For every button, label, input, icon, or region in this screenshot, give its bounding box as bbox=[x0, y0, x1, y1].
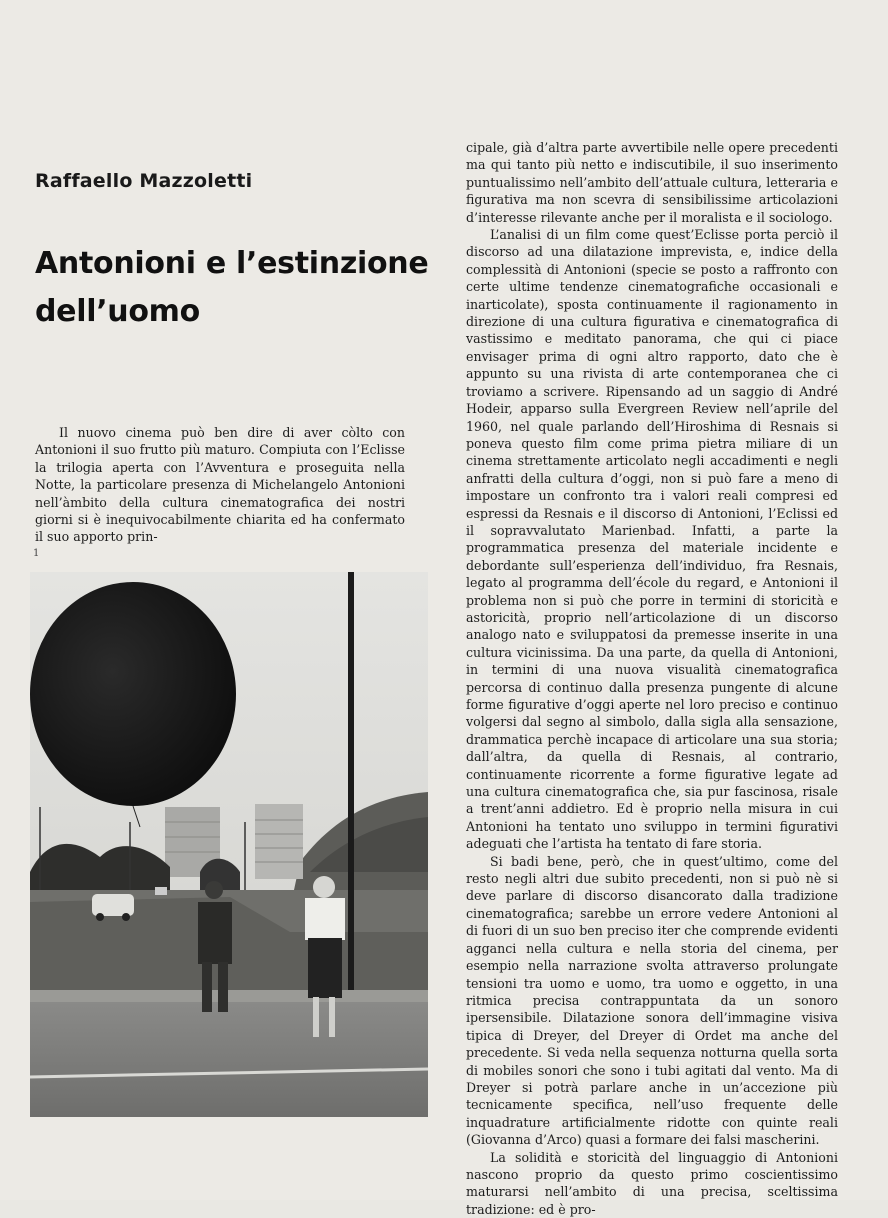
paragraph: L’analisi di un film come quest’Eclisse porta perciò il discorso ad una dilatazione imprevista, e, indice della complessità di Antonioni (specie se posto a raffronto con certe ultime tendenze cinematografiche occasionali e inarticolate), sposta continuamente il ragionamento in direzione di una cultura figurativa e cinematografica di vastissimo e meditato panorama, che qui ci piace envisager prima di ogni altro rapporto, dato che è appunto su una rivista di arte contemporanea che ci troviamo a scrivere. Ripensando ad un saggio di André Hodeir, apparso sulla Evergreen Review nell’aprile del 1960, nel quale parlando dell’Hiroshima di Resnais si poneva questo film come prima pietra miliare di un cinema strettamente articolato negli accadimenti e negli anfratti della cultura d’oggi, non si può fare a meno di impostare un confronto tra i valori reali compresi ed espressi da Resnais e il discorso di Antonioni, l’Eclissi ed il sopravvalutato Marienbad. Infatti, a parte la programmatica presenza del materiale incidente e debordante sull’esperienza dell’individuo, fra Resnais, legato al programma dell’école du regard, e Antonioni il problema non si può che porre in termini di storicità e astoricità, proprio nell’articolazione di un discorso analogo nato e sviluppatosi da premesse inserite in una cultura vicinissima. Da una parte, da quella di Antonioni, in termini di una nuova visualità cinematografica percorsa di continuo dalla presenza pungente di alcune forme figurative d’oggi aperte nel loro preciso e continuo volgersi dal segno al simbolo, dalla sigla alla sensazione, drammatica perchè incapace di articolare una sua storia; dall’altra, da quella di Resnais, al contrario, continuamente ricorrente a forme figurative legate ad una cultura cinematografica che, sia pur fascinosa, risale a trent’anni addietro. Ed è proprio nella misura in cui Antonioni ha tentato uno sviluppo in termini figurativi adeguati che l’artista ha tentato di fare storia. bbox=[466, 227, 838, 852]
right-text-column bbox=[466, 139, 838, 1218]
paragraph: cipale, già d’altra parte avvertibile nelle opere precedenti ma qui tanto più netto e indiscutibile, il suo inserimento puntualissimo nell’ambito dell’attuale cultura, letteraria e figurativa ma non scevra di sensibilissime articolazioni d’interesse rilevante anche per il moralista e il sociologo. bbox=[466, 140, 838, 225]
author-name: Raffaello Mazzoletti bbox=[35, 170, 253, 192]
photograph-icon bbox=[30, 572, 428, 1117]
title-line-2: dell’uomo bbox=[35, 294, 200, 329]
left-text-column bbox=[35, 424, 405, 546]
paragraph: La solidità e storicità del linguaggio di Antonioni nascono proprio da questo primo coscientissimo maturarsi nell’ambito di una precisa, sceltissima tradizione: ed è pro- bbox=[466, 1149, 838, 1217]
paragraph: Si badi bene, però, che in quest’ultimo, come del resto negli altri due subito precedenti, non si può nè si deve parlare di discorso disancorato dalla tradizione cinematografica; sarebbe un errore vedere Antonioni al di fuori di un suo ben preciso iter che comprende evidenti agganci nella cultura e nella storia del cinema, per esempio nella narrazione svolta attraverso prolungate tensioni tra uomo e uomo, tra uomo e oggetto, in una ritmica precisa contrappuntata da un sonoro ipersensibile. Dilatazione sonora dell’immagine visiva tipica di Dreyer, del Dreyer di Ordet ma anche del precedente. Si veda nella sequenza notturna quella sorta di mobiles sonori che sono i tubi agitati dal vento. Ma di Dreyer si potrà parlare anche in un’accezione più tecnicamente specifica, nell’uso frequente delle inquadrature artificialmente ridotte con quinte reali (Giovanna d’Arco) quasi a formare dei falsi mascherini. bbox=[466, 853, 838, 1148]
title-line-1: Antonioni e l’estinzione bbox=[35, 246, 429, 281]
paragraph: Il nuovo cinema può ben dire di aver còlto con Antonioni il suo frutto più maturo. Compiuta con l’Eclisse la trilogia aperta con l’Avventura e proseguita nella Notte, la particolare presenza di Michelangelo Antonioni nell’àmbito della cultura cinematografica dei nostri giorni si è inequivocabilmente chiarita ed ha confermato il suo apporto prin- bbox=[35, 425, 405, 545]
figure-number: 1 bbox=[33, 548, 40, 559]
film-still-photo bbox=[30, 572, 428, 1117]
article-title bbox=[35, 240, 435, 336]
